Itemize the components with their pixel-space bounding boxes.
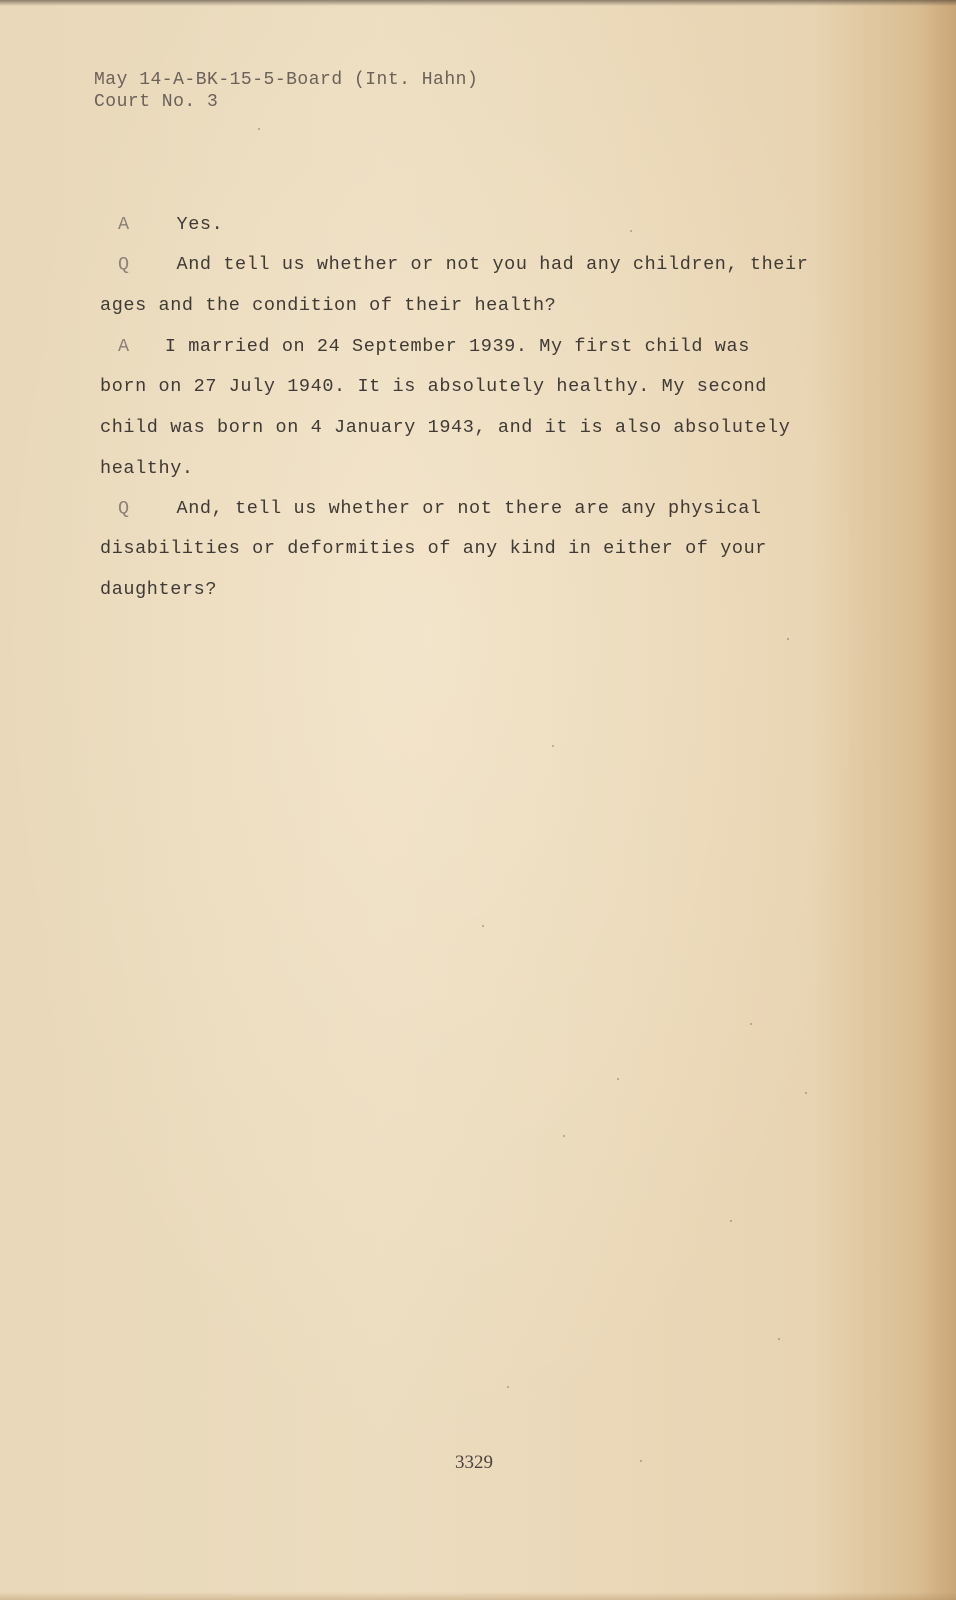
- question-line: And, tell us whether or not there are any physical: [176, 498, 762, 519]
- paper-speck: [552, 745, 554, 747]
- paper-speck: [750, 1023, 752, 1025]
- paper-speck: [778, 1338, 780, 1340]
- question-disabilities: [118, 498, 762, 519]
- question-line: And tell us whether or not you had any children, their: [176, 254, 809, 275]
- paper-speck: [630, 230, 632, 232]
- paper-speck: [507, 1386, 509, 1388]
- question-children: [118, 254, 808, 275]
- question-line: daughters?: [100, 579, 218, 600]
- paper-speck: [640, 1460, 642, 1462]
- paper-speck: [258, 128, 260, 130]
- question-line: ages and the condition of their health?: [100, 295, 557, 316]
- court-number: Court No. 3: [94, 92, 219, 112]
- paper-speck: [730, 1220, 732, 1222]
- page-number: 3329: [455, 1452, 493, 1473]
- paper-speck: [805, 1092, 807, 1094]
- answer-text: Yes.: [176, 214, 224, 235]
- answer-yes: [118, 214, 223, 235]
- answer-marker: A: [118, 336, 130, 357]
- paper-speck: [563, 1135, 565, 1137]
- answer-line: child was born on 4 January 1943, and it is also absolutely: [100, 417, 791, 438]
- answer-line: healthy.: [100, 458, 194, 479]
- answer-marker: A: [118, 214, 130, 235]
- paper-speck: [617, 1078, 619, 1080]
- paper-speck: [482, 925, 484, 927]
- answer-line: I married on 24 September 1939. My first child was: [164, 336, 750, 357]
- question-marker: Q: [118, 498, 130, 519]
- question-marker: Q: [118, 254, 130, 275]
- document-reference: May 14-A-BK-15-5-Board (Int. Hahn): [94, 70, 479, 90]
- question-line: disabilities or deformities of any kind in either of your: [100, 538, 768, 559]
- paper-speck: [787, 638, 789, 640]
- answer-married: [118, 336, 750, 357]
- answer-line: born on 27 July 1940. It is absolutely healthy. My second: [100, 376, 768, 397]
